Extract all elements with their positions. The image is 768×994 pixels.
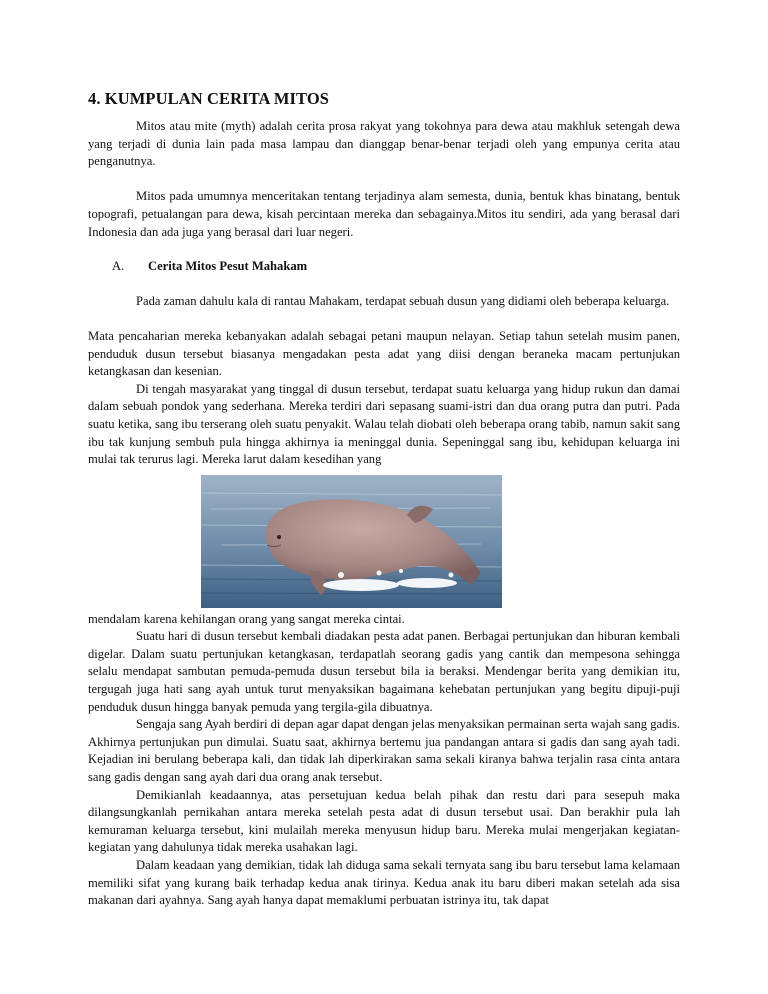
story-paragraph-8: Dalam keadaan yang demikian, tidak lah diduga sama sekali ternyata sang ibu baru tersebut lama kelamaan memiliki sifat yang kurang baik terhadap kedua anak tirinya. Kedua anak itu baru diberi makan setelah ada sisa makanan dari ayahnya. Sang ayah hanya dapat memaklumi perbuatan istrinya itu, tak dapat bbox=[88, 858, 680, 908]
story-paragraph-5: Suatu hari di dusun tersebut kembali diadakan pesta adat panen. Berbagai pertunjukan dan hiburan kembali digelar. Dalam suatu pertunjukan ketangkasan, terdapatlah seorang gadis yang cantik dan mempesona sehingga selalu mendapat sambutan pemuda-pemuda dusun tersebut bila ia beraksi. Mendengar berita yang demikian itu, tergugah juga hati sang ayah untuk turut menyaksikan bagaimana kehebatan pertunjukan yang begitu dipuji-puji penduduk dusun hingga banyak pemuda yang tergila-gila dibuatnya. bbox=[88, 629, 680, 714]
section-heading bbox=[88, 258, 680, 276]
section-marker: A. bbox=[112, 259, 125, 274]
story-paragraph-3: Di tengah masyarakat yang tinggal di dusun tersebut, terdapat suatu keluarga yang hidup rukun dan damai dalam sebuah pondok yang sederhana. Mereka terdiri dari sepasang suami-istri dan dua orang putra dan putri. Pada suatu ketika, sang ibu terserang oleh suatu penyakit. Walau telah diobati oleh beberapa orang tabib, namun sakit sang ibu tak kunjung sembuh pula hingga akhirnya ia meninggal dunia. Sepeninggal sang ibu, kehidupan keluarga ini mulai tak terurus lagi. Mereka larut dalam kesedihan yang bbox=[88, 381, 680, 467]
intro-paragraph-2: Mitos pada umumnya menceritakan tentang terjadinya alam semesta, dunia, bentuk khas binatang, bentuk topografi, petualangan para dewa, kisah percintaan mereka dan sebagainya.Mitos itu sendiri, ada yang berasal dari Indonesia dan ada juga yang berasal dari luar negeri. bbox=[88, 189, 680, 239]
intro-paragraph-1: Mitos atau mite (myth) adalah cerita prosa rakyat yang tokohnya para dewa atau makhluk setengah dewa yang terjadi di dunia lain pada masa lampau dan dianggap benar-benar terjadi oleh yang empunya cerita atau penganutnya. bbox=[88, 119, 680, 169]
document-body bbox=[88, 89, 680, 910]
story-paragraph-2: Mata pencaharian mereka kebanyakan adalah sebagai petani maupun nelayan. Setiap tahun setelah musim panen, penduduk dusun tersebut biasanya mengadakan pesta adat yang diisi dengan beraneka macam pertunjukan ketangkasan dan kesenian. bbox=[88, 328, 680, 379]
story-paragraph-1: Pada zaman dahulu kala di rantau Mahakam, terdapat sebuah dusun yang didiami oleh beberapa keluarga. bbox=[136, 293, 670, 308]
story-paragraph-4: mendalam karena kehilangan orang yang sangat mereka cintai. bbox=[88, 611, 405, 626]
page-title: 4. KUMPULAN CERITA MITOS bbox=[88, 89, 330, 108]
pesut-dolphin-photo bbox=[201, 475, 502, 608]
story-paragraph-7: Demikianlah keadaannya, atas persetujuan kedua belah pihak dan restu dari para sesepuh maka dilangsungkanlah pernikahan antara mereka setelah pesta adat di dusun tersebut usai. Dan berakhir pula lah kemuraman keluarga tersebut, kini mulailah mereka menyusun hidup baru. Mereka mulai mengerjakan kegiatan-kegiatan yang dahulunya tidak mereka usahakan lagi. bbox=[88, 787, 680, 855]
section-title: Cerita Mitos Pesut Mahakam bbox=[148, 259, 308, 274]
story-paragraph-6: Sengaja sang Ayah berdiri di depan agar dapat dengan jelas menyaksikan permainan serta wajah sang gadis. Akhirnya pertunjukan pun dimulai. Suatu saat, akhirnya bertemu jua pandangan antara si gadis dan sang ayah tadi. Kejadian ini berulang beberapa kali, dan tidak lah diperkirakan sama sekali kiranya bahwa terjalin rasa cinta antara sang gadis dengan sang ayah dari dua orang anak tersebut. bbox=[88, 717, 680, 785]
